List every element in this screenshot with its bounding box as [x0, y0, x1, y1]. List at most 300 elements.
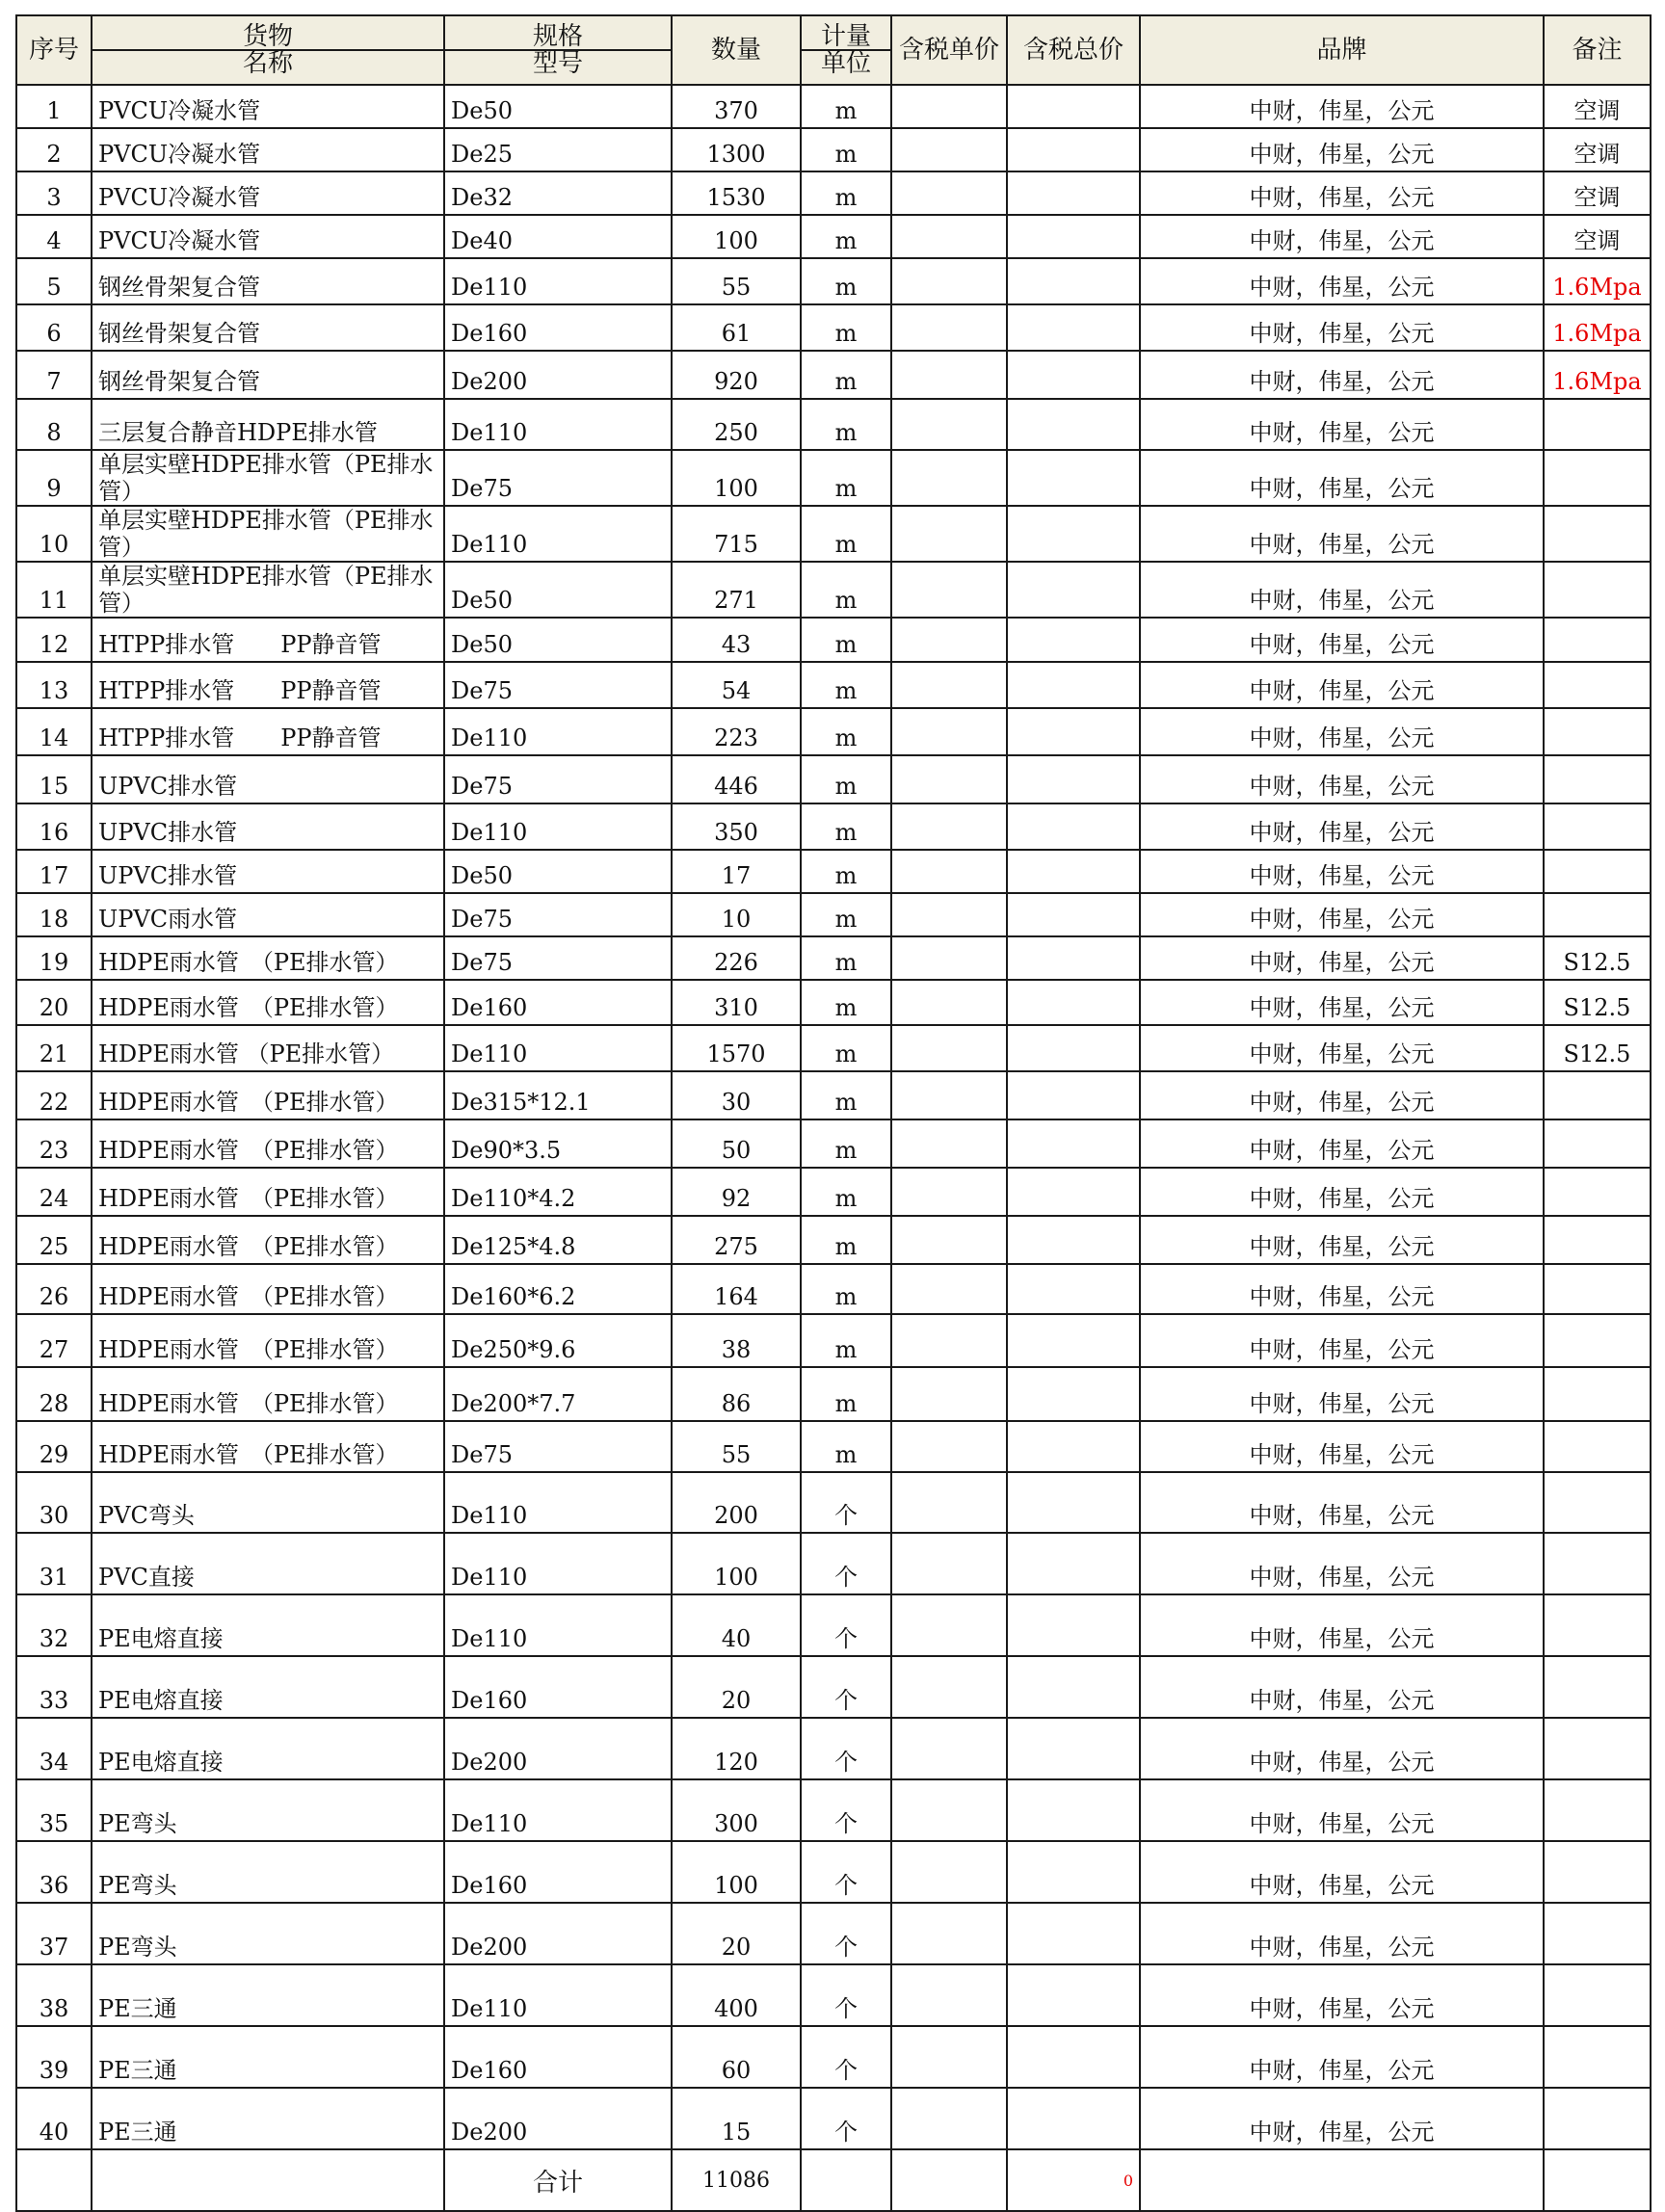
table-row [16, 562, 1651, 618]
row-unit: m [801, 351, 891, 399]
row-total-price [1007, 399, 1140, 450]
header-name: 名称 [242, 49, 293, 78]
row-total-price [1007, 1421, 1140, 1472]
row-unit-price [891, 1472, 1007, 1533]
row-unit: m [801, 755, 891, 803]
table-row [16, 1841, 1651, 1903]
row-total-price [1007, 506, 1140, 562]
row-remark [1544, 1367, 1651, 1421]
row-total-price [1007, 1025, 1140, 1071]
row-seq: 15 [16, 755, 92, 803]
row-remark [1544, 893, 1651, 936]
row-name: HDPE雨水管 （PE排水管） [92, 1216, 444, 1264]
row-brand: 中财，伟星，公元 [1140, 1964, 1544, 2026]
row-unit-price [891, 850, 1007, 893]
row-name: PVC直接 [92, 1533, 444, 1594]
table-row [16, 85, 1651, 128]
row-brand: 中财，伟星，公元 [1140, 980, 1544, 1025]
row-spec: De200 [444, 2088, 672, 2149]
row-remark [1544, 662, 1651, 708]
row-seq: 21 [16, 1025, 92, 1071]
row-name: 单层实壁HDPE排水管（PE排水管） [92, 450, 444, 506]
row-unit: 个 [801, 1594, 891, 1656]
row-brand: 中财，伟星，公元 [1140, 1264, 1544, 1314]
row-total-price [1007, 662, 1140, 708]
row-seq: 2 [16, 128, 92, 171]
table-row [16, 215, 1651, 258]
row-unit-price [891, 450, 1007, 506]
table-row [16, 128, 1651, 171]
row-remark: S12.5 [1544, 980, 1651, 1025]
row-total-price [1007, 803, 1140, 850]
row-qty: 100 [672, 1841, 801, 1903]
row-seq: 14 [16, 708, 92, 755]
row-name: 三层复合静音HDPE排水管 [92, 399, 444, 450]
row-unit: m [801, 562, 891, 618]
table-row [16, 2088, 1651, 2149]
row-spec: De75 [444, 893, 672, 936]
row-brand: 中财，伟星，公元 [1140, 304, 1544, 351]
row-qty: 100 [672, 215, 801, 258]
row-qty: 40 [672, 1594, 801, 1656]
row-spec: De50 [444, 850, 672, 893]
table-row [16, 1314, 1651, 1367]
row-qty: 100 [672, 1533, 801, 1594]
table-row [16, 1216, 1651, 1264]
row-unit: m [801, 1216, 891, 1264]
row-seq: 9 [16, 450, 92, 506]
row-spec: De75 [444, 755, 672, 803]
row-unit-price [891, 662, 1007, 708]
row-name: HTPP排水管 PP静音管 [92, 708, 444, 755]
row-remark [1544, 450, 1651, 506]
row-brand: 中财，伟星，公元 [1140, 171, 1544, 215]
row-qty: 200 [672, 1472, 801, 1533]
row-total-price [1007, 450, 1140, 506]
row-brand: 中财，伟星，公元 [1140, 2026, 1544, 2088]
row-unit: m [801, 662, 891, 708]
table-row [16, 450, 1651, 506]
row-unit-price [891, 1314, 1007, 1367]
row-qty: 20 [672, 1656, 801, 1718]
row-seq: 3 [16, 171, 92, 215]
row-brand: 中财，伟星，公元 [1140, 1656, 1544, 1718]
row-seq: 34 [16, 1718, 92, 1779]
row-name: HTPP排水管 PP静音管 [92, 618, 444, 662]
row-spec: De110 [444, 708, 672, 755]
row-unit-price [891, 562, 1007, 618]
row-name: HDPE雨水管 （PE排水管） [92, 1025, 444, 1071]
row-total-price [1007, 171, 1140, 215]
row-brand: 中财，伟星，公元 [1140, 1421, 1544, 1472]
row-name: PVC弯头 [92, 1472, 444, 1533]
row-unit: m [801, 1367, 891, 1421]
row-remark [1544, 755, 1651, 803]
row-brand: 中财，伟星，公元 [1140, 1119, 1544, 1168]
row-remark [1544, 562, 1651, 618]
row-brand: 中财，伟星，公元 [1140, 708, 1544, 755]
row-qty: 275 [672, 1216, 801, 1264]
header-seq: 序号 [16, 15, 92, 85]
row-remark [1544, 618, 1651, 662]
row-seq: 5 [16, 258, 92, 304]
row-unit-price [891, 1656, 1007, 1718]
row-total-price [1007, 128, 1140, 171]
row-qty: 17 [672, 850, 801, 893]
row-seq: 29 [16, 1421, 92, 1472]
row-spec: De50 [444, 618, 672, 662]
row-spec: De160 [444, 304, 672, 351]
row-total-price [1007, 1656, 1140, 1718]
row-unit-price [891, 128, 1007, 171]
row-seq: 25 [16, 1216, 92, 1264]
row-unit: m [801, 128, 891, 171]
row-total-price [1007, 85, 1140, 128]
row-remark [1544, 803, 1651, 850]
table-row [16, 1264, 1651, 1314]
row-spec: De110 [444, 1025, 672, 1071]
row-seq: 16 [16, 803, 92, 850]
row-brand: 中财，伟星，公元 [1140, 1367, 1544, 1421]
row-total-price [1007, 1168, 1140, 1216]
row-qty: 43 [672, 618, 801, 662]
row-unit-price [891, 1964, 1007, 2026]
row-unit-price [891, 980, 1007, 1025]
row-brand: 中财，伟星，公元 [1140, 893, 1544, 936]
row-spec: De110 [444, 1594, 672, 1656]
row-name: PVCU冷凝水管 [92, 215, 444, 258]
row-unit: m [801, 1168, 891, 1216]
row-name: HDPE雨水管 （PE排水管） [92, 1421, 444, 1472]
header-goods: 货物 [92, 24, 443, 51]
row-qty: 100 [672, 450, 801, 506]
row-unit: m [801, 215, 891, 258]
row-brand: 中财，伟星，公元 [1140, 803, 1544, 850]
row-unit-price [891, 708, 1007, 755]
row-total-price [1007, 618, 1140, 662]
row-unit-price [891, 803, 1007, 850]
row-spec: De110 [444, 1964, 672, 2026]
row-name: PE电熔直接 [92, 1718, 444, 1779]
row-brand: 中财，伟星，公元 [1140, 1216, 1544, 1264]
row-unit-price [891, 1216, 1007, 1264]
row-unit-price [891, 1119, 1007, 1168]
row-total-price [1007, 2088, 1140, 2149]
row-qty: 226 [672, 936, 801, 980]
table-row [16, 351, 1651, 399]
row-brand: 中财，伟星，公元 [1140, 1718, 1544, 1779]
row-brand: 中财，伟星，公元 [1140, 258, 1544, 304]
table-row [16, 1025, 1651, 1071]
row-total-price [1007, 258, 1140, 304]
row-qty: 271 [672, 562, 801, 618]
row-name: PE三通 [92, 2088, 444, 2149]
row-seq: 12 [16, 618, 92, 662]
row-name: 钢丝骨架复合管 [92, 304, 444, 351]
table-row [16, 1119, 1651, 1168]
row-seq: 38 [16, 1964, 92, 2026]
row-seq: 27 [16, 1314, 92, 1367]
row-brand: 中财，伟星，公元 [1140, 1533, 1544, 1594]
table-row [16, 618, 1651, 662]
header-unit-price: 含税单价 [891, 15, 1007, 85]
row-brand: 中财，伟星，公元 [1140, 1071, 1544, 1119]
row-unit-price [891, 1594, 1007, 1656]
header-spec: 规格 [445, 24, 671, 51]
header-qty: 数量 [672, 15, 801, 85]
row-qty: 54 [672, 662, 801, 708]
row-unit-price [891, 1779, 1007, 1841]
total-empty-unit [801, 2149, 891, 2211]
row-unit: m [801, 450, 891, 506]
row-unit-price [891, 1533, 1007, 1594]
row-name: UPVC排水管 [92, 850, 444, 893]
row-remark [1544, 1718, 1651, 1779]
row-seq: 17 [16, 850, 92, 893]
row-total-price [1007, 1533, 1140, 1594]
row-unit-price [891, 399, 1007, 450]
row-unit: m [801, 1421, 891, 1472]
row-qty: 370 [672, 85, 801, 128]
header-model: 型号 [532, 49, 583, 78]
row-total-price [1007, 755, 1140, 803]
row-spec: De160 [444, 980, 672, 1025]
row-name: PE弯头 [92, 1903, 444, 1964]
row-seq: 22 [16, 1071, 92, 1119]
row-unit-price [891, 215, 1007, 258]
row-remark [1544, 1841, 1651, 1903]
row-qty: 15 [672, 2088, 801, 2149]
header-unit: 单位 [820, 49, 871, 78]
row-spec: De75 [444, 936, 672, 980]
row-unit: 个 [801, 1903, 891, 1964]
row-total-price [1007, 1367, 1140, 1421]
row-unit: m [801, 936, 891, 980]
row-spec: De75 [444, 662, 672, 708]
row-remark [1544, 708, 1651, 755]
table-row [16, 171, 1651, 215]
table-row [16, 304, 1651, 351]
row-unit-price [891, 2026, 1007, 2088]
row-remark [1544, 1903, 1651, 1964]
table-row [16, 1367, 1651, 1421]
row-spec: De25 [444, 128, 672, 171]
row-brand: 中财，伟星，公元 [1140, 1841, 1544, 1903]
row-remark: 空调 [1544, 215, 1651, 258]
row-seq: 10 [16, 506, 92, 562]
row-seq: 20 [16, 980, 92, 1025]
row-unit: m [801, 708, 891, 755]
row-spec: De200 [444, 1903, 672, 1964]
table-body [16, 85, 1651, 2149]
row-seq: 31 [16, 1533, 92, 1594]
row-remark [1544, 1594, 1651, 1656]
row-remark [1544, 506, 1651, 562]
row-spec: De110 [444, 258, 672, 304]
table-row [16, 850, 1651, 893]
row-total-price [1007, 562, 1140, 618]
header-brand: 品牌 [1140, 15, 1544, 85]
row-spec: De110 [444, 399, 672, 450]
row-qty: 1300 [672, 128, 801, 171]
row-remark: 空调 [1544, 85, 1651, 128]
row-brand: 中财，伟星，公元 [1140, 85, 1544, 128]
row-unit: m [801, 1119, 891, 1168]
row-spec: De200 [444, 351, 672, 399]
row-spec: De200 [444, 1718, 672, 1779]
row-brand: 中财，伟星，公元 [1140, 2088, 1544, 2149]
row-seq: 37 [16, 1903, 92, 1964]
row-remark [1544, 1071, 1651, 1119]
row-brand: 中财，伟星，公元 [1140, 450, 1544, 506]
row-seq: 30 [16, 1472, 92, 1533]
table-row [16, 936, 1651, 980]
row-total-price [1007, 1718, 1140, 1779]
row-unit-price [891, 171, 1007, 215]
row-total-price [1007, 1964, 1140, 2026]
table-row [16, 803, 1651, 850]
row-qty: 715 [672, 506, 801, 562]
row-name: PE弯头 [92, 1779, 444, 1841]
table-row [16, 708, 1651, 755]
table-row [16, 893, 1651, 936]
total-empty-unit-price [891, 2149, 1007, 2211]
row-unit: m [801, 85, 891, 128]
row-spec: De160*6.2 [444, 1264, 672, 1314]
row-brand: 中财，伟星，公元 [1140, 1472, 1544, 1533]
header-measure-unit [801, 15, 891, 85]
row-seq: 28 [16, 1367, 92, 1421]
row-spec: De110 [444, 1779, 672, 1841]
row-unit: 个 [801, 1718, 891, 1779]
row-spec: De125*4.8 [444, 1216, 672, 1264]
row-unit-price [891, 2088, 1007, 2149]
row-spec: De75 [444, 450, 672, 506]
row-remark: 1.6Mpa [1544, 304, 1651, 351]
row-spec: De110 [444, 1533, 672, 1594]
row-name: HDPE雨水管 （PE排水管） [92, 980, 444, 1025]
row-brand: 中财，伟星，公元 [1140, 1168, 1544, 1216]
row-spec: De250*9.6 [444, 1314, 672, 1367]
row-spec: De315*12.1 [444, 1071, 672, 1119]
row-remark [1544, 1264, 1651, 1314]
row-seq: 19 [16, 936, 92, 980]
row-seq: 1 [16, 85, 92, 128]
row-total-price [1007, 1264, 1140, 1314]
row-remark [1544, 1168, 1651, 1216]
table-row [16, 662, 1651, 708]
row-name: HDPE雨水管 （PE排水管） [92, 1264, 444, 1314]
row-unit-price [891, 936, 1007, 980]
row-brand: 中财，伟星，公元 [1140, 1779, 1544, 1841]
total-label: 合计 [444, 2149, 672, 2211]
total-row [16, 2149, 1651, 2211]
row-name: 钢丝骨架复合管 [92, 351, 444, 399]
header-total-price: 含税总价 [1007, 15, 1140, 85]
row-unit-price [891, 1841, 1007, 1903]
total-empty-brand [1140, 2149, 1544, 2211]
row-total-price [1007, 936, 1140, 980]
row-name: UPVC排水管 [92, 803, 444, 850]
row-unit: m [801, 1025, 891, 1071]
row-total-price [1007, 1119, 1140, 1168]
row-seq: 36 [16, 1841, 92, 1903]
header-remark: 备注 [1544, 15, 1651, 85]
row-spec: De160 [444, 1841, 672, 1903]
row-total-price [1007, 215, 1140, 258]
table-row [16, 1533, 1651, 1594]
row-name: 单层实壁HDPE排水管（PE排水管） [92, 562, 444, 618]
row-remark: 空调 [1544, 171, 1651, 215]
row-brand: 中财，伟星，公元 [1140, 1314, 1544, 1367]
row-unit-price [891, 506, 1007, 562]
row-unit: 个 [801, 1533, 891, 1594]
row-unit-price [891, 85, 1007, 128]
row-brand: 中财，伟星，公元 [1140, 850, 1544, 893]
row-qty: 223 [672, 708, 801, 755]
row-brand: 中财，伟星，公元 [1140, 506, 1544, 562]
row-qty: 10 [672, 893, 801, 936]
table-row [16, 1779, 1651, 1841]
row-spec: De160 [444, 2026, 672, 2088]
row-total-price [1007, 708, 1140, 755]
row-remark [1544, 1779, 1651, 1841]
row-qty: 120 [672, 1718, 801, 1779]
row-unit-price [891, 755, 1007, 803]
row-name: 钢丝骨架复合管 [92, 258, 444, 304]
row-qty: 446 [672, 755, 801, 803]
row-name: HDPE雨水管 （PE排水管） [92, 1314, 444, 1367]
row-remark: 1.6Mpa [1544, 258, 1651, 304]
row-total-price [1007, 1216, 1140, 1264]
row-unit-price [891, 1421, 1007, 1472]
row-seq: 6 [16, 304, 92, 351]
row-total-price [1007, 1472, 1140, 1533]
row-seq: 11 [16, 562, 92, 618]
row-unit: 个 [801, 1472, 891, 1533]
row-qty: 38 [672, 1314, 801, 1367]
row-total-price [1007, 1903, 1140, 1964]
table-row [16, 980, 1651, 1025]
row-remark [1544, 1421, 1651, 1472]
row-remark [1544, 1472, 1651, 1533]
row-total-price [1007, 980, 1140, 1025]
row-brand: 中财，伟星，公元 [1140, 618, 1544, 662]
total-qty: 11086 [672, 2149, 801, 2211]
row-qty: 1570 [672, 1025, 801, 1071]
row-seq: 18 [16, 893, 92, 936]
row-seq: 13 [16, 662, 92, 708]
table-row [16, 1656, 1651, 1718]
row-seq: 33 [16, 1656, 92, 1718]
row-remark [1544, 399, 1651, 450]
row-brand: 中财，伟星，公元 [1140, 1594, 1544, 1656]
row-spec: De50 [444, 85, 672, 128]
row-unit-price [891, 618, 1007, 662]
row-remark: 空调 [1544, 128, 1651, 171]
row-brand: 中财，伟星，公元 [1140, 562, 1544, 618]
row-unit: 个 [801, 1656, 891, 1718]
row-remark [1544, 2088, 1651, 2149]
header-goods-name [92, 15, 444, 85]
row-remark [1544, 2026, 1651, 2088]
row-qty: 1530 [672, 171, 801, 215]
row-unit: m [801, 258, 891, 304]
table-row [16, 2026, 1651, 2088]
row-unit: m [801, 893, 891, 936]
table-row [16, 1071, 1651, 1119]
row-name: HDPE雨水管 （PE排水管） [92, 1119, 444, 1168]
